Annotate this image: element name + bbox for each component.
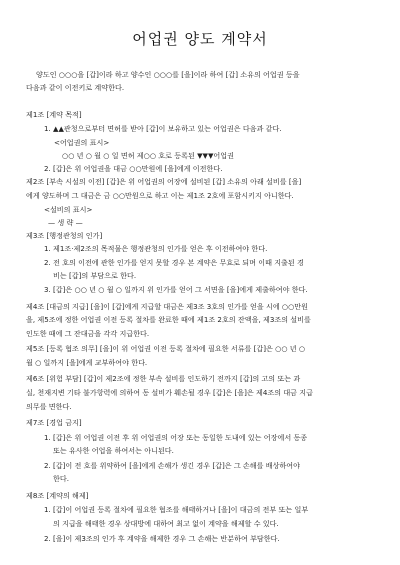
article-heading: 제3조 [행정관청의 인가]: [26, 231, 103, 240]
clause-text: 2. [을]이 제3조의 인가 후 계약을 해제한 경우 그 손해는 반분하여 부담한다.: [44, 534, 280, 543]
document-title: 어업권 양도 계약서: [132, 30, 268, 48]
article-heading: 제1조 [계약 목적]: [26, 110, 82, 119]
clause-text: 1. 제1조·제2조의 목적물은 행정관청의 인가를 얻은 후 이전하여야 한다.: [44, 244, 268, 253]
sub-label: <설비의 표시>: [44, 205, 93, 214]
intro-line: 양도인 ○○○을 [갑]이라 하고 양수인 ○○○를 [을]이라 하여 [갑] 소유의 어업권 등을: [36, 70, 300, 79]
clause-text: 2. 전 호의 이전에 관한 인가를 얻지 못할 경우 본 계약은 무효로 되며 이때 지출된 경: [44, 258, 304, 267]
article-line: 제2조 [부속 시설의 이전] [갑]은 위 어업권의 어장에 설비된 [갑] 소유의 아래 설비를 [을]: [26, 177, 302, 186]
clause-text: 한다.: [53, 474, 69, 483]
article-line: 에게 양도하며 그 대금은 금 ○○만원으로 하고 이는 제1조 2호에 포함시키지 아니한다.: [26, 191, 294, 200]
sub-label: <어업권의 표시>: [54, 138, 110, 147]
article-heading: 제8조 [계약의 해제]: [26, 491, 89, 500]
intro-line: 다음과 같이 이전키로 계약한다.: [26, 83, 125, 92]
article-line: 제4조 [대금의 지급] [을]이 [갑]에게 지급할 대금은 제3조 3호의 인가를 얻을 시에 ○○만원: [26, 302, 309, 311]
clause-text: 1. [갑]이 어업권 등록 절차에 필요한 협조를 해태하거나 [을]이 대금의 전부 또는 일부: [44, 505, 309, 514]
clause-text: 1. ▲▲관청으로부터 면허를 받아 [갑]이 보유하고 있는 어업권은 다음과 같다.: [44, 124, 282, 133]
article-line: 제6조 [위험 부담] [갑]이 제2조에 정한 부속 설비를 인도하기 전까지 [갑]의 고의 또는 과: [26, 374, 301, 383]
article-line: 제5조 [등록 협조 의무] [을]이 위 어업권 이전 등록 절차에 필요한 서류를 [갑]은 ○○ 년 ○: [26, 344, 306, 353]
clause-text: 3. [갑]은 ○○ 년 ○ 월 ○ 일까지 위 인가를 얻어 그 서면을 [을]에게 제출하여야 한다.: [44, 285, 308, 294]
article-line: 의무를 면한다.: [26, 402, 72, 411]
clause-text: 비는 [갑]의 부담으로 한다.: [53, 271, 137, 280]
article-line: 월 ○ 일까지 [을]에게 교부하여야 한다.: [26, 358, 148, 367]
omitted-note: — 생 략 —: [48, 218, 83, 227]
article-heading: 제7조 [경업 금지]: [26, 418, 82, 427]
clause-text: 2. [갑]은 위 어업권을 대금 ○○만원에 [을]에게 이전한다.: [44, 164, 223, 173]
clause-text: 1. [갑]은 위 어업권 이전 후 위 어업권의 어장 또는 동일한 도내에 있는 어장에서 동종: [44, 433, 308, 442]
clause-text: 또는 유사한 어업을 하여서는 아니된다.: [53, 446, 174, 455]
clause-text: ○○ 년 ○ 월 ○ 일 면허 제○○ 호로 등록된 ▼▼▼어업권: [62, 151, 234, 160]
clause-text: 2. [갑]이 전 호를 위약하여 [을]에게 손해가 생긴 경우 [갑]은 그 손해를 배상하여야: [44, 461, 301, 470]
article-line: 을, 제5조에 정한 어업권 이전 등록 절차를 완료한 때에 제1조 2호의 잔액을, 제3조의 설비를: [26, 315, 311, 324]
article-line: 실, 천재지변 기타 불가항력에 의하여 동 설비가 훼손될 경우 [갑]은 [을]은 제4조의 대금 지급: [26, 388, 313, 397]
clause-text: 의 지급을 해태한 경우 상대방에 대하여 최고 없이 계약을 해제할 수 있다.: [53, 519, 279, 528]
article-line: 인도한 때에 그 잔대금을 각각 지급한다.: [26, 329, 150, 338]
